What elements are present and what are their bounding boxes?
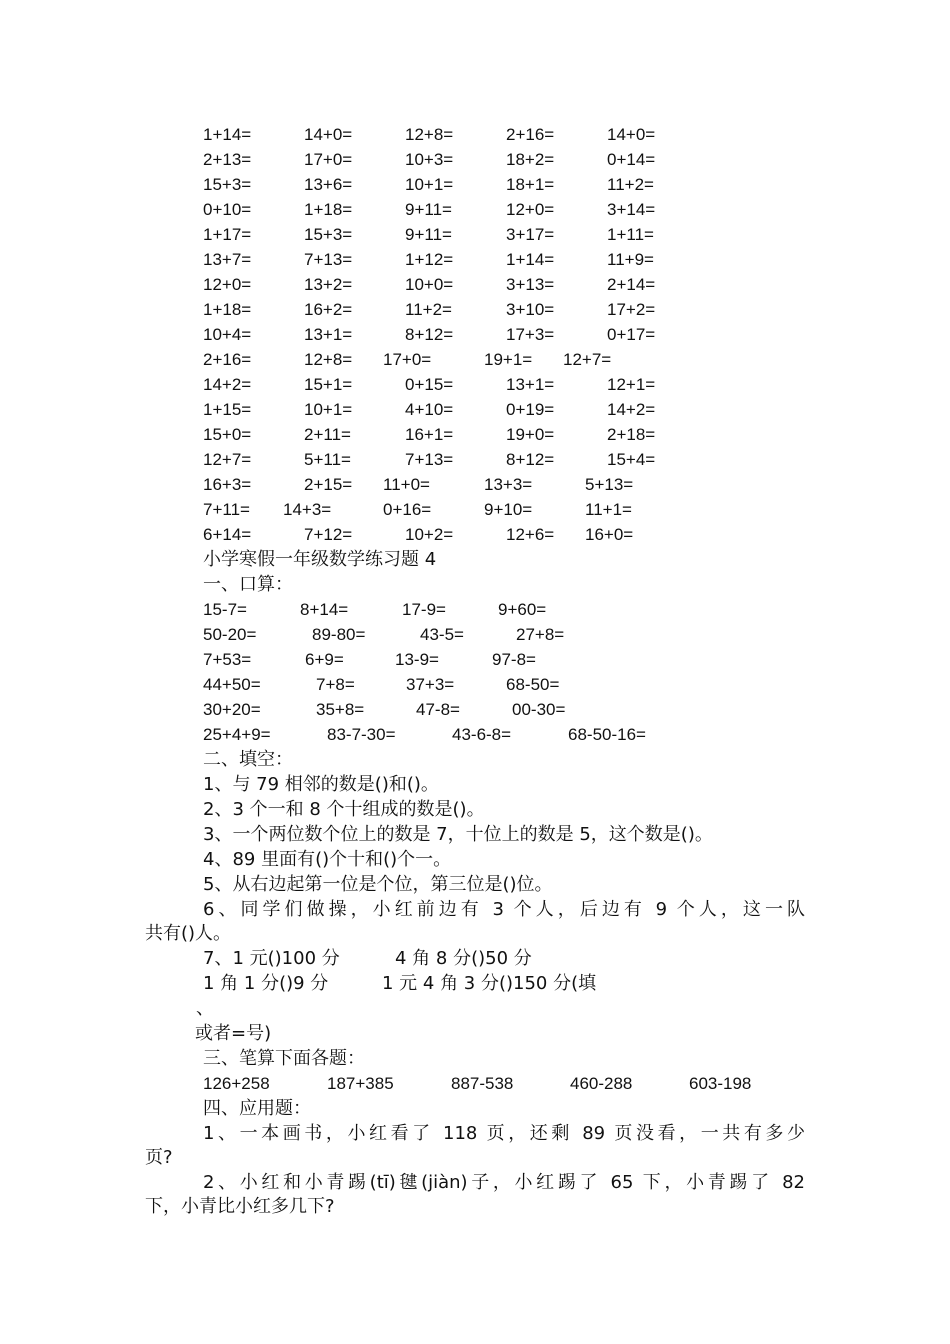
mental-math-item: 43-6-8= (452, 725, 512, 744)
grid-cell: 8+12= (506, 450, 555, 469)
grid-cell: 7+12= (304, 525, 353, 544)
written-calc-item: 887-538 (451, 1074, 514, 1093)
grid-cell: 0+16= (383, 500, 432, 519)
grid-cell: 18+2= (506, 150, 555, 169)
fill-question-1: 1、与 79 相邻的数是()和()。 (203, 774, 439, 795)
grid-cell: 12+0= (506, 200, 555, 219)
mental-math-item: 30+20= (203, 700, 261, 719)
fill-question-7-c: 1 角 1 分()9 分 (203, 973, 329, 994)
section-3-heading: 三、笔算下面各题： (203, 1048, 365, 1069)
worksheet-title: 小学寒假一年级数学练习题 4 (203, 549, 437, 570)
grid-cell: 3+10= (506, 300, 555, 319)
mental-math-item: 9+60= (498, 600, 547, 619)
grid-cell: 3+14= (607, 200, 656, 219)
grid-cell: 16+3= (203, 475, 252, 494)
grid-cell: 17+0= (383, 350, 432, 369)
grid-cell: 12+8= (304, 350, 353, 369)
mental-math-item: 00-30= (512, 700, 566, 719)
mental-math-item: 7+8= (316, 675, 355, 694)
grid-cell: 19+1= (484, 350, 533, 369)
section-2-heading: 二、填空： (203, 749, 293, 770)
grid-cell: 9+11= (405, 200, 452, 219)
mental-math-item: 50-20= (203, 625, 257, 644)
mental-math-item: 8+14= (300, 600, 349, 619)
grid-cell: 0+17= (607, 325, 656, 344)
grid-cell: 1+14= (506, 250, 555, 269)
grid-cell: 1+17= (203, 225, 252, 244)
mental-math-item: 37+3= (406, 675, 455, 694)
written-calc-item: 187+385 (327, 1074, 394, 1093)
mental-math-row (203, 647, 823, 672)
grid-cell: 11+9= (607, 250, 654, 269)
mental-math-item: 44+50= (203, 675, 261, 694)
word-problem-2-line-2: 下，小青比小红多几下? (145, 1196, 335, 1217)
grid-cell: 16+0= (585, 525, 634, 544)
mental-math-item: 25+4+9= (203, 725, 271, 744)
grid-cell: 13+1= (506, 375, 555, 394)
grid-cell: 9+10= (484, 500, 533, 519)
word-problem-1-line-2: 页? (145, 1147, 173, 1168)
grid-cell: 19+0= (506, 425, 555, 444)
mental-math-item: 15-7= (203, 600, 247, 619)
grid-cell: 10+1= (405, 175, 454, 194)
grid-cell: 10+1= (304, 400, 353, 419)
mental-math-item: 83-7-30= (327, 725, 396, 744)
mental-math-row (203, 622, 823, 647)
mental-math-item: 27+8= (516, 625, 565, 644)
grid-cell: 12+0= (203, 275, 252, 294)
grid-cell: 17+0= (304, 150, 353, 169)
grid-cell: 11+2= (607, 175, 654, 194)
mental-math-row (203, 597, 823, 622)
fill-question-7-f: 或者=号) (195, 1023, 272, 1044)
grid-cell: 14+3= (283, 500, 332, 519)
mental-math-item: 43-5= (420, 625, 464, 644)
grid-cell: 15+3= (203, 175, 252, 194)
grid-cell: 13+7= (203, 250, 252, 269)
grid-cell: 1+18= (203, 300, 252, 319)
grid-cell: 16+2= (304, 300, 353, 319)
grid-cell: 9+11= (405, 225, 452, 244)
grid-cell: 8+12= (405, 325, 454, 344)
grid-cell: 17+3= (506, 325, 555, 344)
mental-math-item: 97-8= (492, 650, 536, 669)
grid-cell: 0+10= (203, 200, 252, 219)
grid-cell: 3+17= (506, 225, 555, 244)
fill-question-6-line-2: 共有()人。 (145, 923, 232, 944)
section-4-heading: 四、应用题： (203, 1098, 311, 1119)
grid-cell: 2+13= (203, 150, 252, 169)
grid-cell: 17+2= (607, 300, 656, 319)
written-calc-item: 126+258 (203, 1074, 270, 1093)
word-problem-1-line-1: 1、一本画书，小红看了 118 页，还剩 89 页没看，一共有多少 (203, 1123, 805, 1144)
grid-cell: 16+1= (405, 425, 454, 444)
grid-cell: 10+3= (405, 150, 454, 169)
grid-cell: 5+11= (304, 450, 351, 469)
mental-math-item: 47-8= (416, 700, 460, 719)
grid-cell: 18+1= (506, 175, 555, 194)
grid-cell: 0+15= (405, 375, 454, 394)
grid-cell: 2+16= (203, 350, 252, 369)
grid-cell: 10+0= (405, 275, 454, 294)
grid-cell: 4+10= (405, 400, 454, 419)
grid-cell: 14+0= (304, 125, 353, 144)
fill-question-7-a: 7、1 元()100 分 (203, 948, 340, 969)
grid-cell: 13+2= (304, 275, 353, 294)
grid-cell: 1+15= (203, 400, 252, 419)
grid-cell: 11+1= (585, 500, 632, 519)
grid-cell: 1+18= (304, 200, 353, 219)
grid-cell: 10+4= (203, 325, 252, 344)
mental-math-item: 7+53= (203, 650, 252, 669)
grid-cell: 13+1= (304, 325, 353, 344)
written-calc-item: 460-288 (570, 1074, 633, 1093)
grid-cell: 15+1= (304, 375, 353, 394)
grid-cell: 15+0= (203, 425, 252, 444)
grid-cell: 7+11= (203, 500, 250, 519)
grid-cell: 1+11= (607, 225, 654, 244)
fill-question-2: 2、3 个一和 8 个十组成的数是()。 (203, 799, 485, 820)
grid-cell: 2+18= (607, 425, 656, 444)
mental-math-item: 6+9= (305, 650, 344, 669)
grid-cell: 7+13= (304, 250, 353, 269)
grid-cell: 12+6= (506, 525, 555, 544)
written-calc-item: 603-198 (689, 1074, 752, 1093)
grid-cell: 2+11= (304, 425, 351, 444)
mental-math-item: 17-9= (402, 600, 446, 619)
grid-cell: 12+1= (607, 375, 656, 394)
fill-question-7-d: 1 元 4 角 3 分()150 分(填 (382, 973, 597, 994)
grid-cell: 13+3= (484, 475, 533, 494)
grid-cell: 14+0= (607, 125, 656, 144)
mental-math-item: 35+8= (316, 700, 365, 719)
grid-cell: 12+8= (405, 125, 454, 144)
grid-cell: 15+3= (304, 225, 353, 244)
grid-cell: 1+14= (203, 125, 252, 144)
grid-cell: 0+19= (506, 400, 555, 419)
grid-cell: 13+6= (304, 175, 353, 194)
grid-cell: 2+14= (607, 275, 656, 294)
written-calc-row (203, 1071, 823, 1096)
grid-cell: 12+7= (563, 350, 612, 369)
grid-cell: 0+14= (607, 150, 656, 169)
mental-math-row (203, 722, 823, 747)
fill-question-4: 4、89 里面有()个十和()个一。 (203, 849, 452, 870)
grid-cell: 15+4= (607, 450, 656, 469)
mental-math-item: 13-9= (395, 650, 439, 669)
mental-math-item: 68-50= (506, 675, 560, 694)
grid-cell: 5+13= (585, 475, 634, 494)
mental-math-row (203, 697, 823, 722)
grid-cell: 14+2= (607, 400, 656, 419)
fill-question-7-e: 、 (196, 998, 214, 1019)
section-1-heading: 一、口算： (203, 574, 293, 595)
grid-cell: 11+2= (405, 300, 452, 319)
fill-question-6-line-1: 6、同学们做操，小红前边有 3 个人，后边有 9 个人，这一队 (203, 899, 805, 920)
grid-cell: 7+13= (405, 450, 454, 469)
word-problem-2-line-1: 2、小红和小青踢(tī)毽(jiàn)子，小红踢了 65 下，小青踢了 82 (203, 1172, 805, 1193)
mental-math-row (203, 672, 823, 697)
grid-cell: 11+0= (383, 475, 430, 494)
grid-cell: 1+12= (405, 250, 454, 269)
fill-question-5: 5、从右边起第一位是个位，第三位是()位。 (203, 874, 553, 895)
grid-cell: 14+2= (203, 375, 252, 394)
grid-cell: 10+2= (405, 525, 454, 544)
grid-cell: 12+7= (203, 450, 252, 469)
mental-math-item: 89-80= (312, 625, 366, 644)
mental-math-item: 68-50-16= (568, 725, 646, 744)
grid-cell: 2+15= (304, 475, 353, 494)
grid-cell: 3+13= (506, 275, 555, 294)
fill-question-7-b: 4 角 8 分()50 分 (395, 948, 532, 969)
grid-cell: 6+14= (203, 525, 252, 544)
fill-question-3: 3、一个两位数个位上的数是 7，十位上的数是 5，这个数是()。 (203, 824, 713, 845)
grid-cell: 2+16= (506, 125, 555, 144)
